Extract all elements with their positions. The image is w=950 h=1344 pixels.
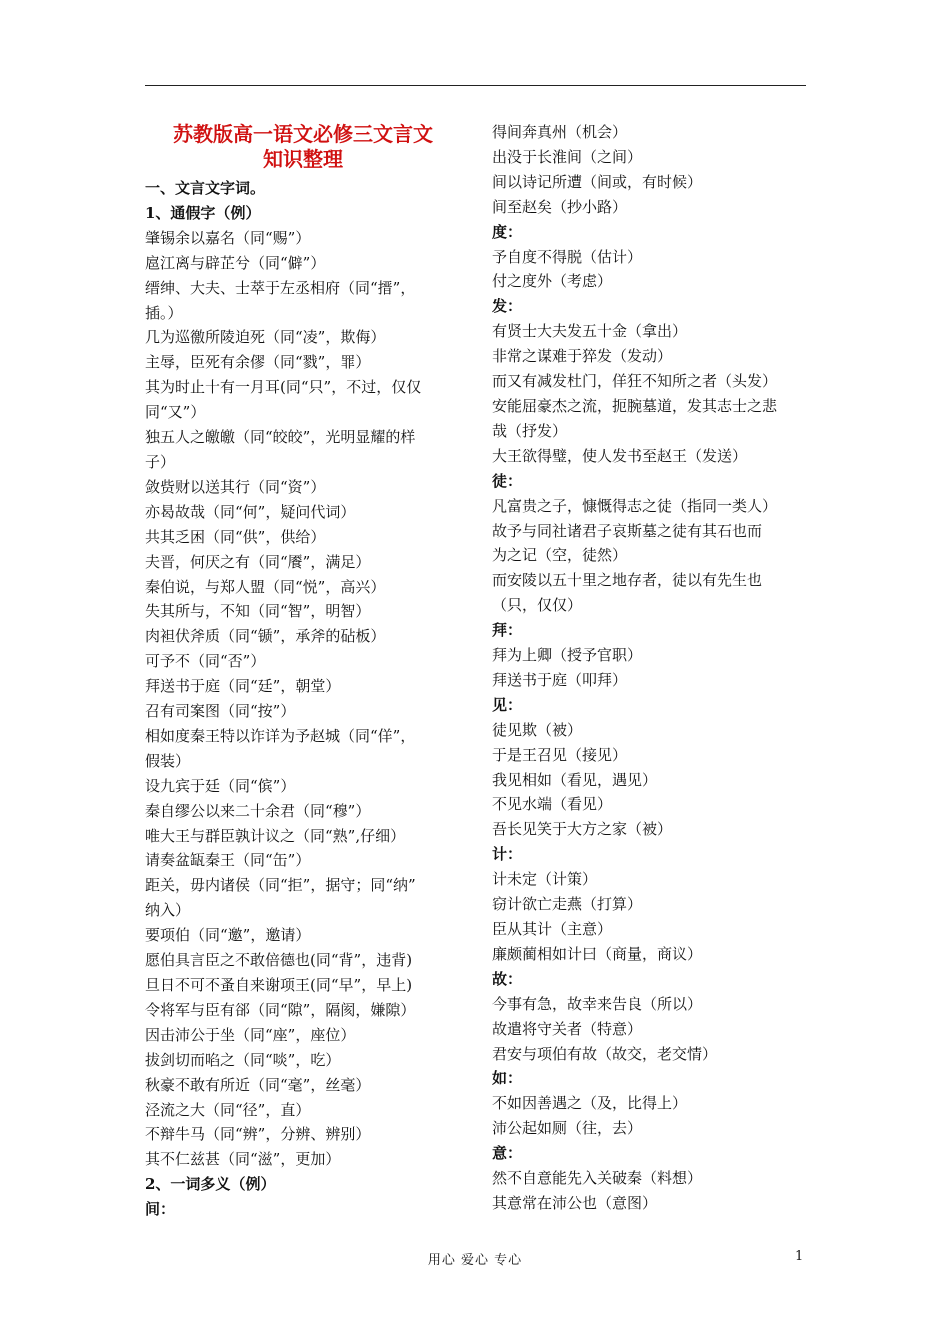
section-heading: 计： (492, 845, 523, 864)
text-line: 其为时止十有一月耳(同“只”，不过，仅仅 (145, 378, 422, 397)
text-line: 非常之谋难于猝发（发动） (492, 347, 673, 366)
text-line: 要项伯（同“邀”，邀请） (145, 926, 311, 945)
text-line: 唯大王与群臣孰计议之（同“熟”,仔细） (145, 826, 406, 845)
text-line: 愿伯具言臣之不敢倍德也(同“背”，违背) (145, 951, 413, 970)
text-line: 肉袒伏斧质（同“锧”，承斧的砧板） (145, 627, 386, 646)
page-number: 1 (795, 1249, 804, 1264)
text-line: 付之度外（考虑） (492, 272, 613, 291)
header-rule (145, 85, 806, 86)
text-line: 扈江离与辟芷兮（同“僻”） (145, 253, 326, 272)
text-line: 臣从其计（主意） (492, 920, 613, 938)
text-line: 得间奔真州（机会） (492, 123, 628, 141)
text-line: 其不仁兹甚（同“滋”，更加） (145, 1150, 341, 1169)
text-line: 失其所与，不知（同“智”，明智） (145, 602, 371, 621)
text-line: 窃计欲亡走燕（打算） (492, 895, 643, 914)
text-line: 吾长见笑于大方之家（被） (492, 820, 673, 839)
text-line: 沛公起如厕（往，去） (492, 1119, 643, 1138)
text-line: 出没于长淮间（之间） (492, 147, 643, 166)
text-line: 我见相如（看见，遇见） (492, 770, 658, 789)
text-line: 假装） (145, 751, 191, 770)
text-line: 召有司案图（同“按”） (145, 702, 296, 721)
text-line: 拜送书于庭（叩拜） (492, 670, 628, 689)
text-line: 凡富贵之子，慷慨得志之徒（指同一类人） (492, 496, 778, 515)
text-line: 拜送书于庭（同“廷”，朝堂） (145, 677, 341, 696)
text-line: 主辱，臣死有余僇（同“戮”，罪） (145, 353, 371, 372)
text-line: 不如因善遇之（及，比得上） (492, 1094, 688, 1113)
text-line: 插。） (145, 303, 183, 322)
text-line: 独五人之皦皦（同“皎皎”，光明显耀的样 (145, 428, 416, 447)
document-title (145, 122, 461, 172)
left-column (145, 120, 461, 1222)
text-line: 廉颇蔺相如计曰（商量，商议） (492, 944, 703, 963)
text-line: 故予与同社诸君子哀斯墓之徒有其石也而 (492, 521, 763, 540)
text-line: 拔剑切而啗之（同“啖”，吃） (145, 1050, 341, 1069)
text-line: 共其乏困（同“供”，供给） (145, 527, 326, 546)
text-line: 泾流之大（同“径”，直） (145, 1100, 311, 1119)
text-line: 距关，毋内诸侯（同“拒”，据守；同“纳” (145, 876, 416, 895)
section-heading: 拜： (492, 621, 523, 640)
text-line: 徒见欺（被） (492, 720, 583, 739)
text-line: 不辩牛马（同“辨”，分辨、辨别） (145, 1125, 371, 1144)
text-line: 而安陵以五十里之地存者，徒以有先生也 (492, 571, 763, 590)
text-line: 今事有急，故幸来告良（所以） (492, 994, 703, 1013)
footer-motto: 用心 爱心 专心 (427, 1253, 523, 1268)
text-line: 故遣将守关者（特意） (492, 1019, 643, 1038)
text-line: 同“又”） (145, 403, 206, 422)
text-line: 而又有减发杜门，佯狂不知所之者（头发） (492, 372, 778, 391)
section-heading: 故： (492, 969, 523, 988)
text-line: 予自度不得脱（估计） (492, 247, 643, 266)
text-line: 然不自意能先入关破秦（料想） (492, 1169, 703, 1188)
text-line: （只，仅仅） (492, 596, 583, 615)
section-heading: 2、一词多义（例） (145, 1175, 276, 1194)
text-line: 哉（抒发） (492, 421, 568, 440)
text-line: 安能屈豪杰之流，扼腕墓道，发其志士之悲 (492, 396, 778, 415)
title-line-1: 苏教版高一语文必修三文言文 (173, 122, 433, 146)
section-heading: 见： (492, 695, 523, 714)
text-line: 旦日不可不蚤自来谢项王(同“早”，早上) (145, 976, 413, 994)
text-line: 请奏盆缻秦王（同“缶”） (145, 851, 311, 870)
text-line: 可予不（同“否”） (145, 652, 266, 671)
text-line: 拜为上卿（授予官职） (492, 646, 643, 665)
text-line: 间以诗记所遭（间或，有时候） (492, 172, 703, 191)
section-heading: 一、文言文字词。 (145, 179, 266, 197)
section-heading: 意： (492, 1144, 523, 1163)
text-line: 有贤士大夫发五十金（拿出） (492, 322, 688, 341)
text-line: 纳入） (145, 901, 191, 920)
section-heading: 度： (492, 222, 523, 241)
text-line: 其意常在沛公也（意图） (492, 1193, 658, 1212)
text-line: 为之记（空，徒然） (492, 546, 628, 565)
text-line: 几为巡徼所陵迫死（同“凌”，欺侮） (145, 328, 386, 347)
left-text-lines (145, 176, 461, 1222)
text-line: 缙绅、大夫、士萃于左丞相府（同“搢”， (145, 278, 416, 297)
text-line: 秦伯说，与郑人盟（同“悦”，高兴） (145, 577, 386, 596)
title-line-2: 知识整理 (263, 147, 343, 171)
text-line: 肇锡余以嘉名（同“赐”） (145, 228, 311, 247)
right-text-lines (492, 120, 808, 1216)
text-line: 秦自缪公以来二十余君（同“穆”） (145, 801, 371, 820)
text-line: 相如度秦王特以诈详为予赵城（同“佯”， (145, 726, 416, 745)
text-line: 敛赀财以送其行（同“资”） (145, 477, 326, 496)
text-line: 令将军与臣有郤（同“隙”，隔阂，嫌隙） (145, 1000, 416, 1019)
text-line: 于是王召见（接见） (492, 745, 628, 764)
text-line: 设九宾于廷（同“傧”） (145, 776, 296, 795)
text-line: 秋豪不敢有所近（同“毫”，丝毫） (145, 1075, 371, 1094)
section-heading: 间： (145, 1200, 176, 1219)
text-line: 因击沛公于坐（同“座”，座位） (145, 1025, 356, 1044)
section-heading: 如： (492, 1069, 523, 1088)
text-line: 间至赵矣（抄小路） (492, 197, 628, 216)
section-heading: 徒： (492, 471, 523, 490)
text-line: 不见水端（看见） (492, 795, 613, 814)
section-heading: 1、通假字（例） (145, 203, 261, 222)
text-line: 计未定（计策） (492, 870, 598, 889)
section-heading: 发： (492, 297, 523, 316)
text-line: 夫晋，何厌之有（同“餍”，满足） (145, 552, 371, 571)
text-line: 子） (145, 452, 176, 471)
text-line: 君安与项伯有故（故交，老交情） (492, 1044, 718, 1063)
text-line: 大王欲得璧，使人发书至赵王（发送） (492, 446, 748, 465)
text-line: 亦曷故哉（同“何”，疑问代词） (145, 502, 356, 521)
right-column (492, 120, 808, 1216)
